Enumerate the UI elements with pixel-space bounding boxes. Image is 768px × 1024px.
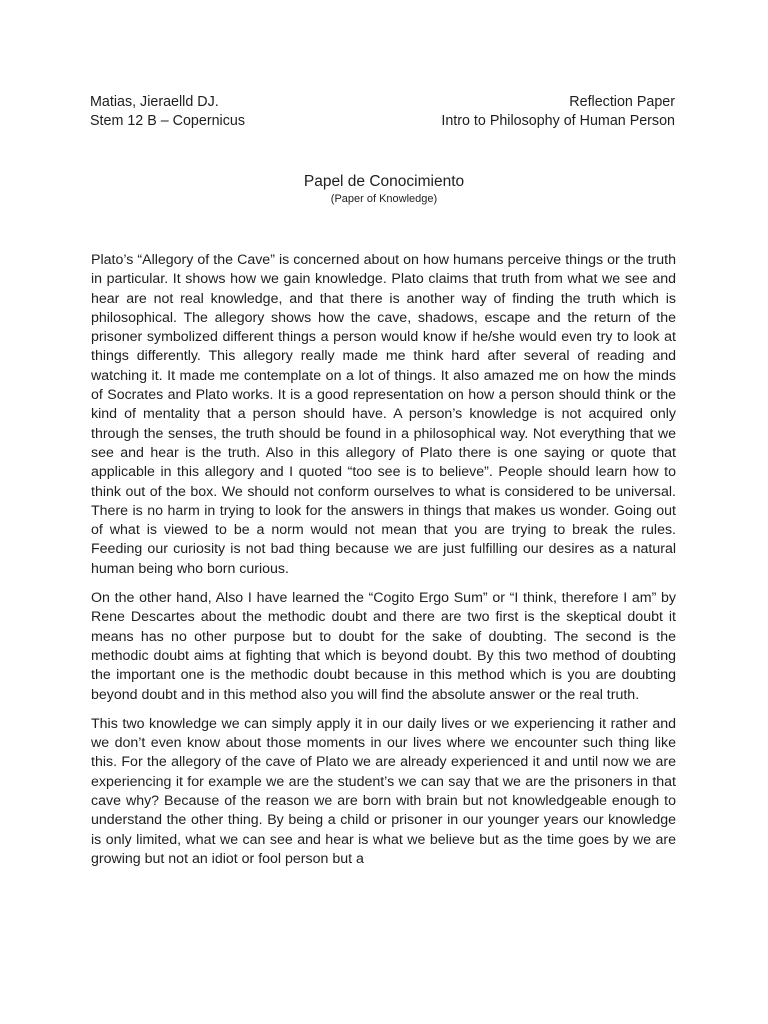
body-paragraph: This two knowledge we can simply apply it in our daily lives or we experiencing it rather and we don’t even know about those moments in our lives where we encounter such thing like this. For the allegory of the cave of Plato we are already experienced it and until now we are experiencing it for example we are the student’s we can say that we are the prisoners in that cave why? Because of the reason we are born with brain but not knowledgeable enough to understand the other thing. By being a child or prisoner in our younger years our knowledge is only limited, what we can see and hear is what we believe but as the time goes by we are growing but not an idiot or fool person but a (91, 715, 676, 867)
class-section: Stem 12 B – Copernicus (90, 113, 245, 129)
header-row-1 (90, 93, 675, 112)
document-header (90, 93, 675, 131)
page-subtitle: (Paper of Knowledge) (330, 193, 438, 205)
title-block (0, 172, 768, 207)
document-type: Reflection Paper (569, 94, 675, 110)
author-name: Matias, Jieraelld DJ. (90, 94, 219, 110)
document-body (91, 251, 676, 879)
page-title: Papel de Conocimiento (303, 173, 465, 190)
body-paragraph: On the other hand, Also I have learned the “Cogito Ergo Sum” or “I think, therefore I am” by Rene Descartes about the methodic doubt and there are two first is the skeptical doubt it means has no other purpose but to doubt for the sake of doubting. The second is the methodic doubt aims at fighting that which is beyond doubt. By this two method of doubting the important one is the methodic doubt because in this method which is you are doubting beyond doubt and in this method also you will find the absolute answer or the real truth. (91, 590, 676, 703)
course-name: Intro to Philosophy of Human Person (441, 113, 675, 129)
body-paragraph: Plato’s “Allegory of the Cave” is concerned about on how humans perceive things or the truth in particular. It shows how we gain knowledge. Plato claims that truth from what we see and hear are not real knowledge, and that there is another way of finding the truth which is philosophical. The allegory shows how the cave, shadows, escape and the return of the prisoner symbolized different things a person would know if he/she would even try to look at things differently. This allegory really made me think hard after several of reading and watching it. It made me contemplate on a lot of things. It also amazed me on how the minds of Socrates and Plato works. It is a good representation on how a person should think or the kind of mentality that a person should have. A person’s knowledge is not acquired only through the senses, the truth should be found in a philosophical way. Not everything that we see and hear is the truth. Also in this allegory of Plato there is one saying or quote that applicable in this allegory and I quoted “too see is to believe”. People should learn how to think out of the box. We should not conform ourselves to what is considered to be universal. There is no harm in trying to look for the answers in things that makes us wonder. Going out of what is viewed to be a norm would not mean that you are trying to break the rules. Feeding our curiosity is not bad thing because we are just fulfilling our desires as a natural human being who born curious. (91, 252, 676, 577)
header-row-2 (90, 112, 675, 131)
